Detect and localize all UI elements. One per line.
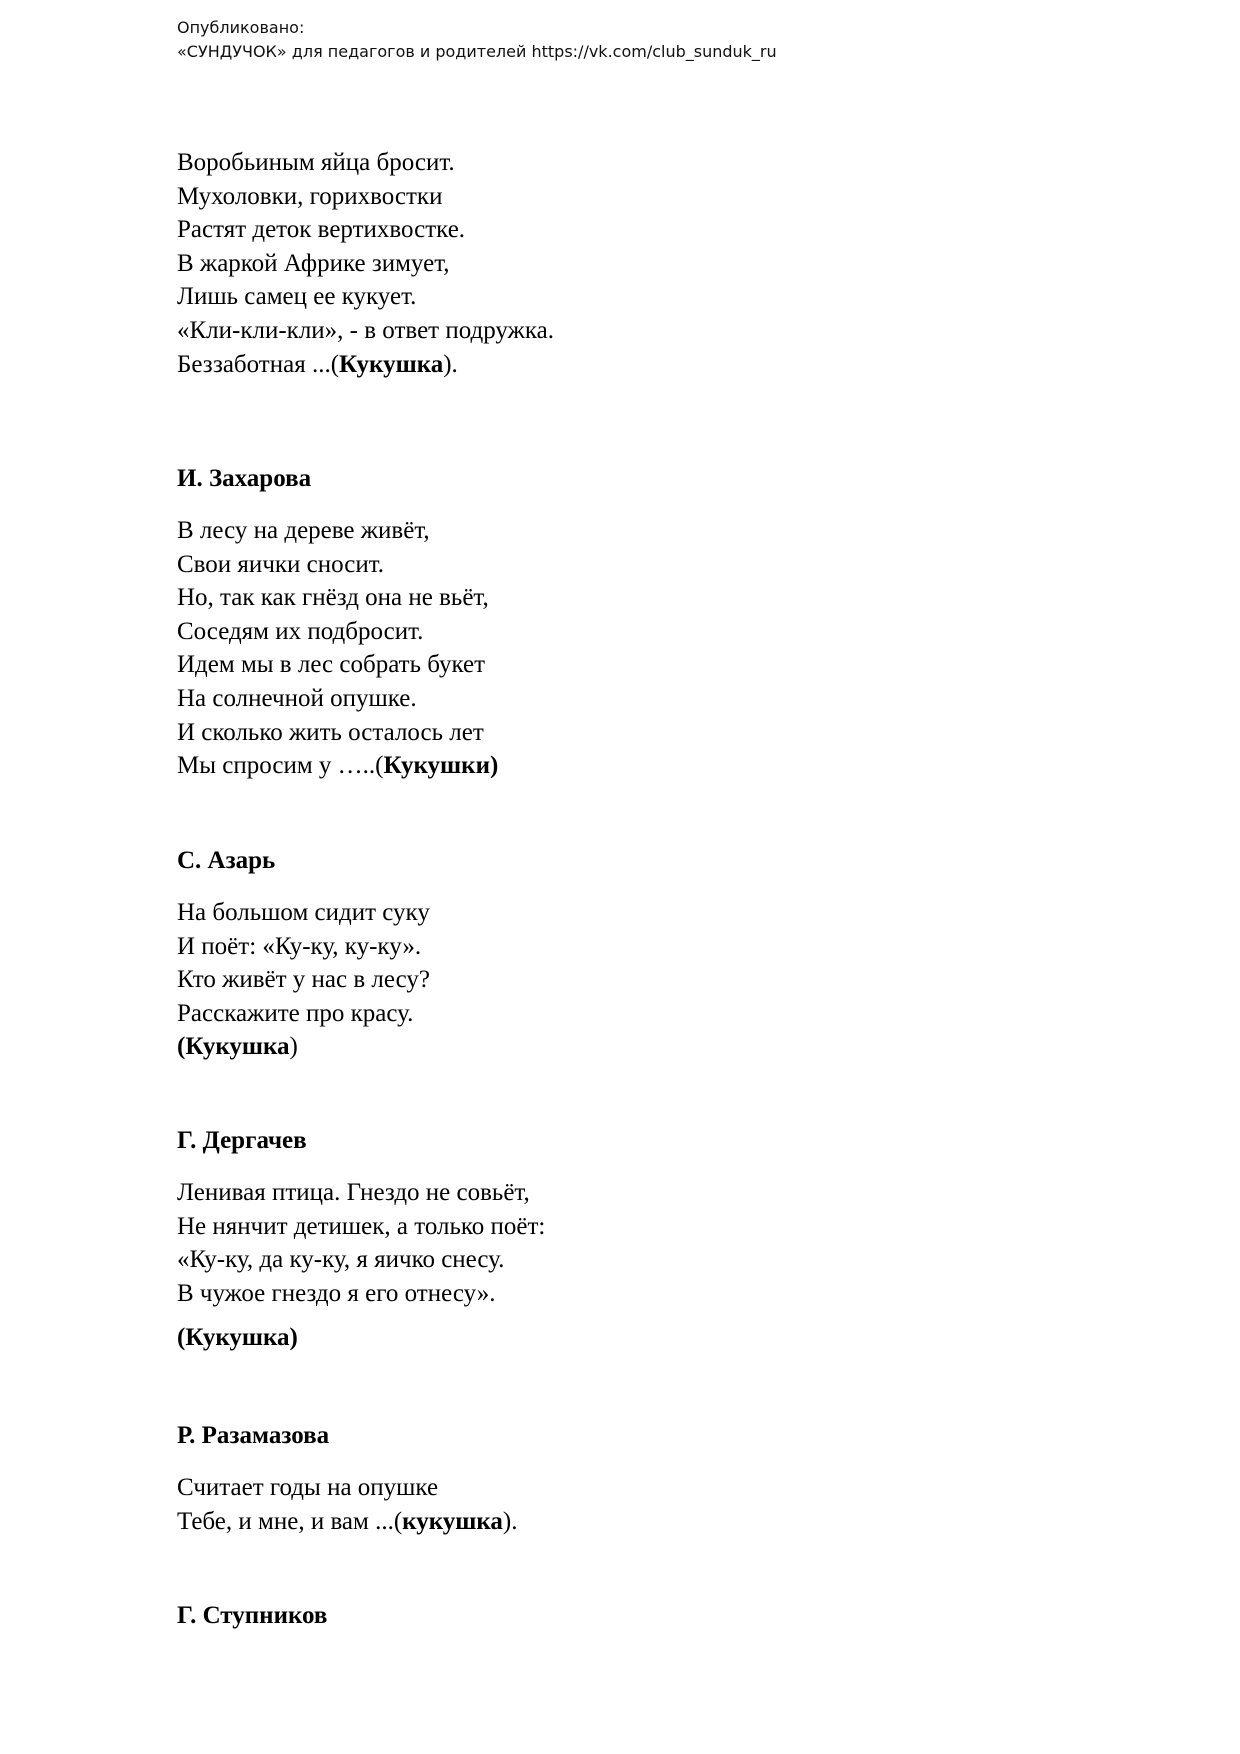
riddle-line: В чужое гнездо я его отнесу».: [177, 1279, 496, 1307]
riddle-answer: кукушка: [402, 1507, 503, 1535]
riddle-line: Считает годы на опушке: [177, 1474, 439, 1501]
riddle-line: Но, так как гнёзд она не вьёт,: [177, 584, 489, 612]
riddle-line: Соседям их подбросит.: [177, 617, 424, 645]
riddle-line: Ленивая птица. Гнездо не совьёт,: [177, 1179, 530, 1206]
riddle-answer: (Кукушка: [177, 1033, 290, 1061]
riddle-line-text: Беззаботная ...(: [177, 350, 340, 378]
riddle-line: Мухоловки, горихвостки: [177, 182, 443, 210]
riddle-line: На большом сидит суку: [177, 899, 430, 926]
riddle-line-text: ): [289, 1033, 298, 1061]
riddle-line: В лесу на дереве живёт,: [177, 517, 430, 544]
header-source-line: «СУНДУЧОК» для педагогов и родителей https://vk.com/club_sunduk_ru: [177, 42, 777, 61]
riddle-dergachev: [177, 1176, 545, 1310]
riddle-line: Воробьиным яйца бросит.: [177, 149, 455, 176]
riddle-author: Г. Дергачев: [177, 1127, 307, 1154]
riddle-line: В жаркой Африке зимует,: [177, 249, 450, 277]
riddle-line: И сколько жить осталось лет: [177, 718, 484, 746]
riddle-line: «Ку-ку, да ку-ку, я яичко снесу.: [177, 1246, 505, 1274]
header-published-label: Опубликовано:: [177, 18, 305, 37]
riddle-answer: Кукушки): [383, 752, 499, 780]
riddle-line-text: ).: [443, 350, 458, 378]
riddle-answer-line: [177, 1030, 430, 1064]
riddle-line: Расскажите про красу.: [177, 999, 414, 1027]
publication-header: [177, 16, 777, 64]
riddle-line: Идем мы в лес собрать букет: [177, 651, 486, 679]
riddle-line: «Кли-кли-кли», - в ответ подружка.: [177, 316, 554, 344]
riddle-answer: Кукушка: [339, 350, 444, 378]
riddle-line: Лишь самец ее кукует.: [177, 283, 417, 311]
riddle-author: Р. Разамазова: [177, 1422, 330, 1449]
riddle-razamazova: [177, 1471, 517, 1538]
riddle-line-text: Тебе, и мне, и вам ...(: [177, 1507, 403, 1535]
riddle-zakharova: [177, 514, 498, 783]
riddle-line: Кто живёт у нас в лесу?: [177, 966, 430, 994]
riddle-line: Свои яички сносит.: [177, 550, 385, 578]
riddle-author: И. Захарова: [177, 465, 312, 492]
riddle-answer-line: [177, 749, 498, 783]
riddle-line: Растят деток вертихвостке.: [177, 216, 466, 244]
riddle-line: И поёт: «Ку-ку, ку-ку».: [177, 932, 422, 960]
riddle-answer: (Кукушка): [177, 1324, 298, 1351]
riddle-line: На солнечной опушке.: [177, 684, 417, 712]
riddle-line-text: Мы спросим у …..(: [177, 752, 384, 780]
riddle-azar: [177, 896, 430, 1064]
intro-riddle: [177, 146, 554, 381]
riddle-answer-line: [177, 348, 554, 382]
riddle-line: Не нянчит детишек, а только поёт:: [177, 1212, 546, 1240]
riddle-author: С. Азарь: [177, 847, 276, 874]
riddle-author: Г. Ступников: [177, 1602, 328, 1629]
riddle-answer-line: [177, 1505, 517, 1539]
riddle-line-text: ).: [502, 1507, 518, 1535]
